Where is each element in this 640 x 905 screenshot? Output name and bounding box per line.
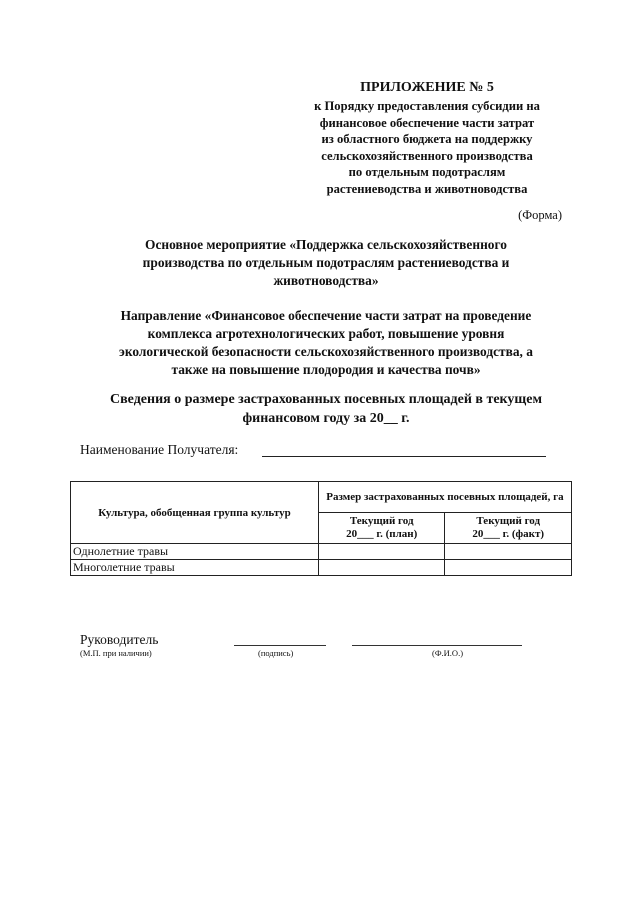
recipient-input-line[interactable]	[262, 456, 546, 457]
direction-line: экологической безопасности сельскохозяйственного производства, а	[119, 344, 533, 359]
main-event-line: производства по отдельным подотраслям растениеводства и	[142, 255, 510, 270]
direction-line: также на повышение плодородия и качества почв»	[171, 362, 481, 377]
stamp-caption: (М.П. при наличии)	[80, 648, 152, 658]
appendix-line: растениеводства и животноводства	[326, 181, 528, 196]
info-title	[76, 390, 576, 428]
appendix-line: сельскохозяйственного производства	[321, 148, 533, 163]
insured-areas-table	[70, 481, 572, 576]
signature-line[interactable]	[234, 645, 326, 646]
header-insured-size: Размер застрахованных посевных площадей, га	[318, 482, 571, 513]
row-fact-cell[interactable]	[445, 560, 572, 576]
main-event-heading	[76, 236, 576, 290]
info-title-line: финансовом году за 20__ г.	[242, 411, 410, 426]
full-name-line[interactable]	[352, 645, 522, 646]
header-plan	[318, 513, 445, 544]
appendix-line: к Порядку предоставления субсидии на	[314, 99, 540, 113]
row-plan-cell[interactable]	[318, 544, 445, 560]
form-label: (Форма)	[518, 208, 562, 222]
head-label: Руководитель	[80, 632, 159, 647]
direction-line: комплекса агротехнологических работ, повышение уровня	[147, 326, 505, 341]
appendix-line: из областного бюджета на поддержку	[321, 132, 533, 147]
table-row	[71, 544, 572, 560]
main-event-line: животноводства»	[273, 273, 379, 288]
appendix-text	[288, 98, 566, 198]
header-plan-line: Текущий год	[349, 515, 414, 527]
row-culture: Многолетние травы	[71, 560, 319, 576]
header-culture: Культура, обобщенная группа культур	[71, 482, 319, 544]
appendix-line: финансовое обеспечение части затрат	[319, 115, 535, 130]
header-fact	[445, 513, 572, 544]
main-event-line: Основное мероприятие «Поддержка сельскохозяйственного	[145, 237, 507, 252]
recipient-label: Наименование Получателя:	[80, 442, 239, 457]
row-fact-cell[interactable]	[445, 544, 572, 560]
table-row	[71, 560, 572, 576]
appendix-title: ПРИЛОЖЕНИЕ № 5	[360, 80, 494, 95]
info-title-line: Сведения о размере застрахованных посевных площадей в текущем	[110, 392, 542, 407]
name-caption: (Ф.И.О.)	[432, 648, 464, 658]
header-plan-line: 20___ г. (план)	[346, 528, 418, 540]
direction-line: Направление «Финансовое обеспечение части затрат на проведение	[120, 308, 532, 323]
row-culture: Однолетние травы	[71, 544, 319, 560]
header-fact-line: 20___ г. (факт)	[472, 528, 545, 540]
header-fact-line: Текущий год	[476, 515, 541, 527]
direction-heading	[76, 307, 576, 379]
appendix-line: по отдельным подотраслям	[348, 165, 506, 180]
sign-caption: (подпись)	[258, 648, 294, 658]
row-plan-cell[interactable]	[318, 560, 445, 576]
